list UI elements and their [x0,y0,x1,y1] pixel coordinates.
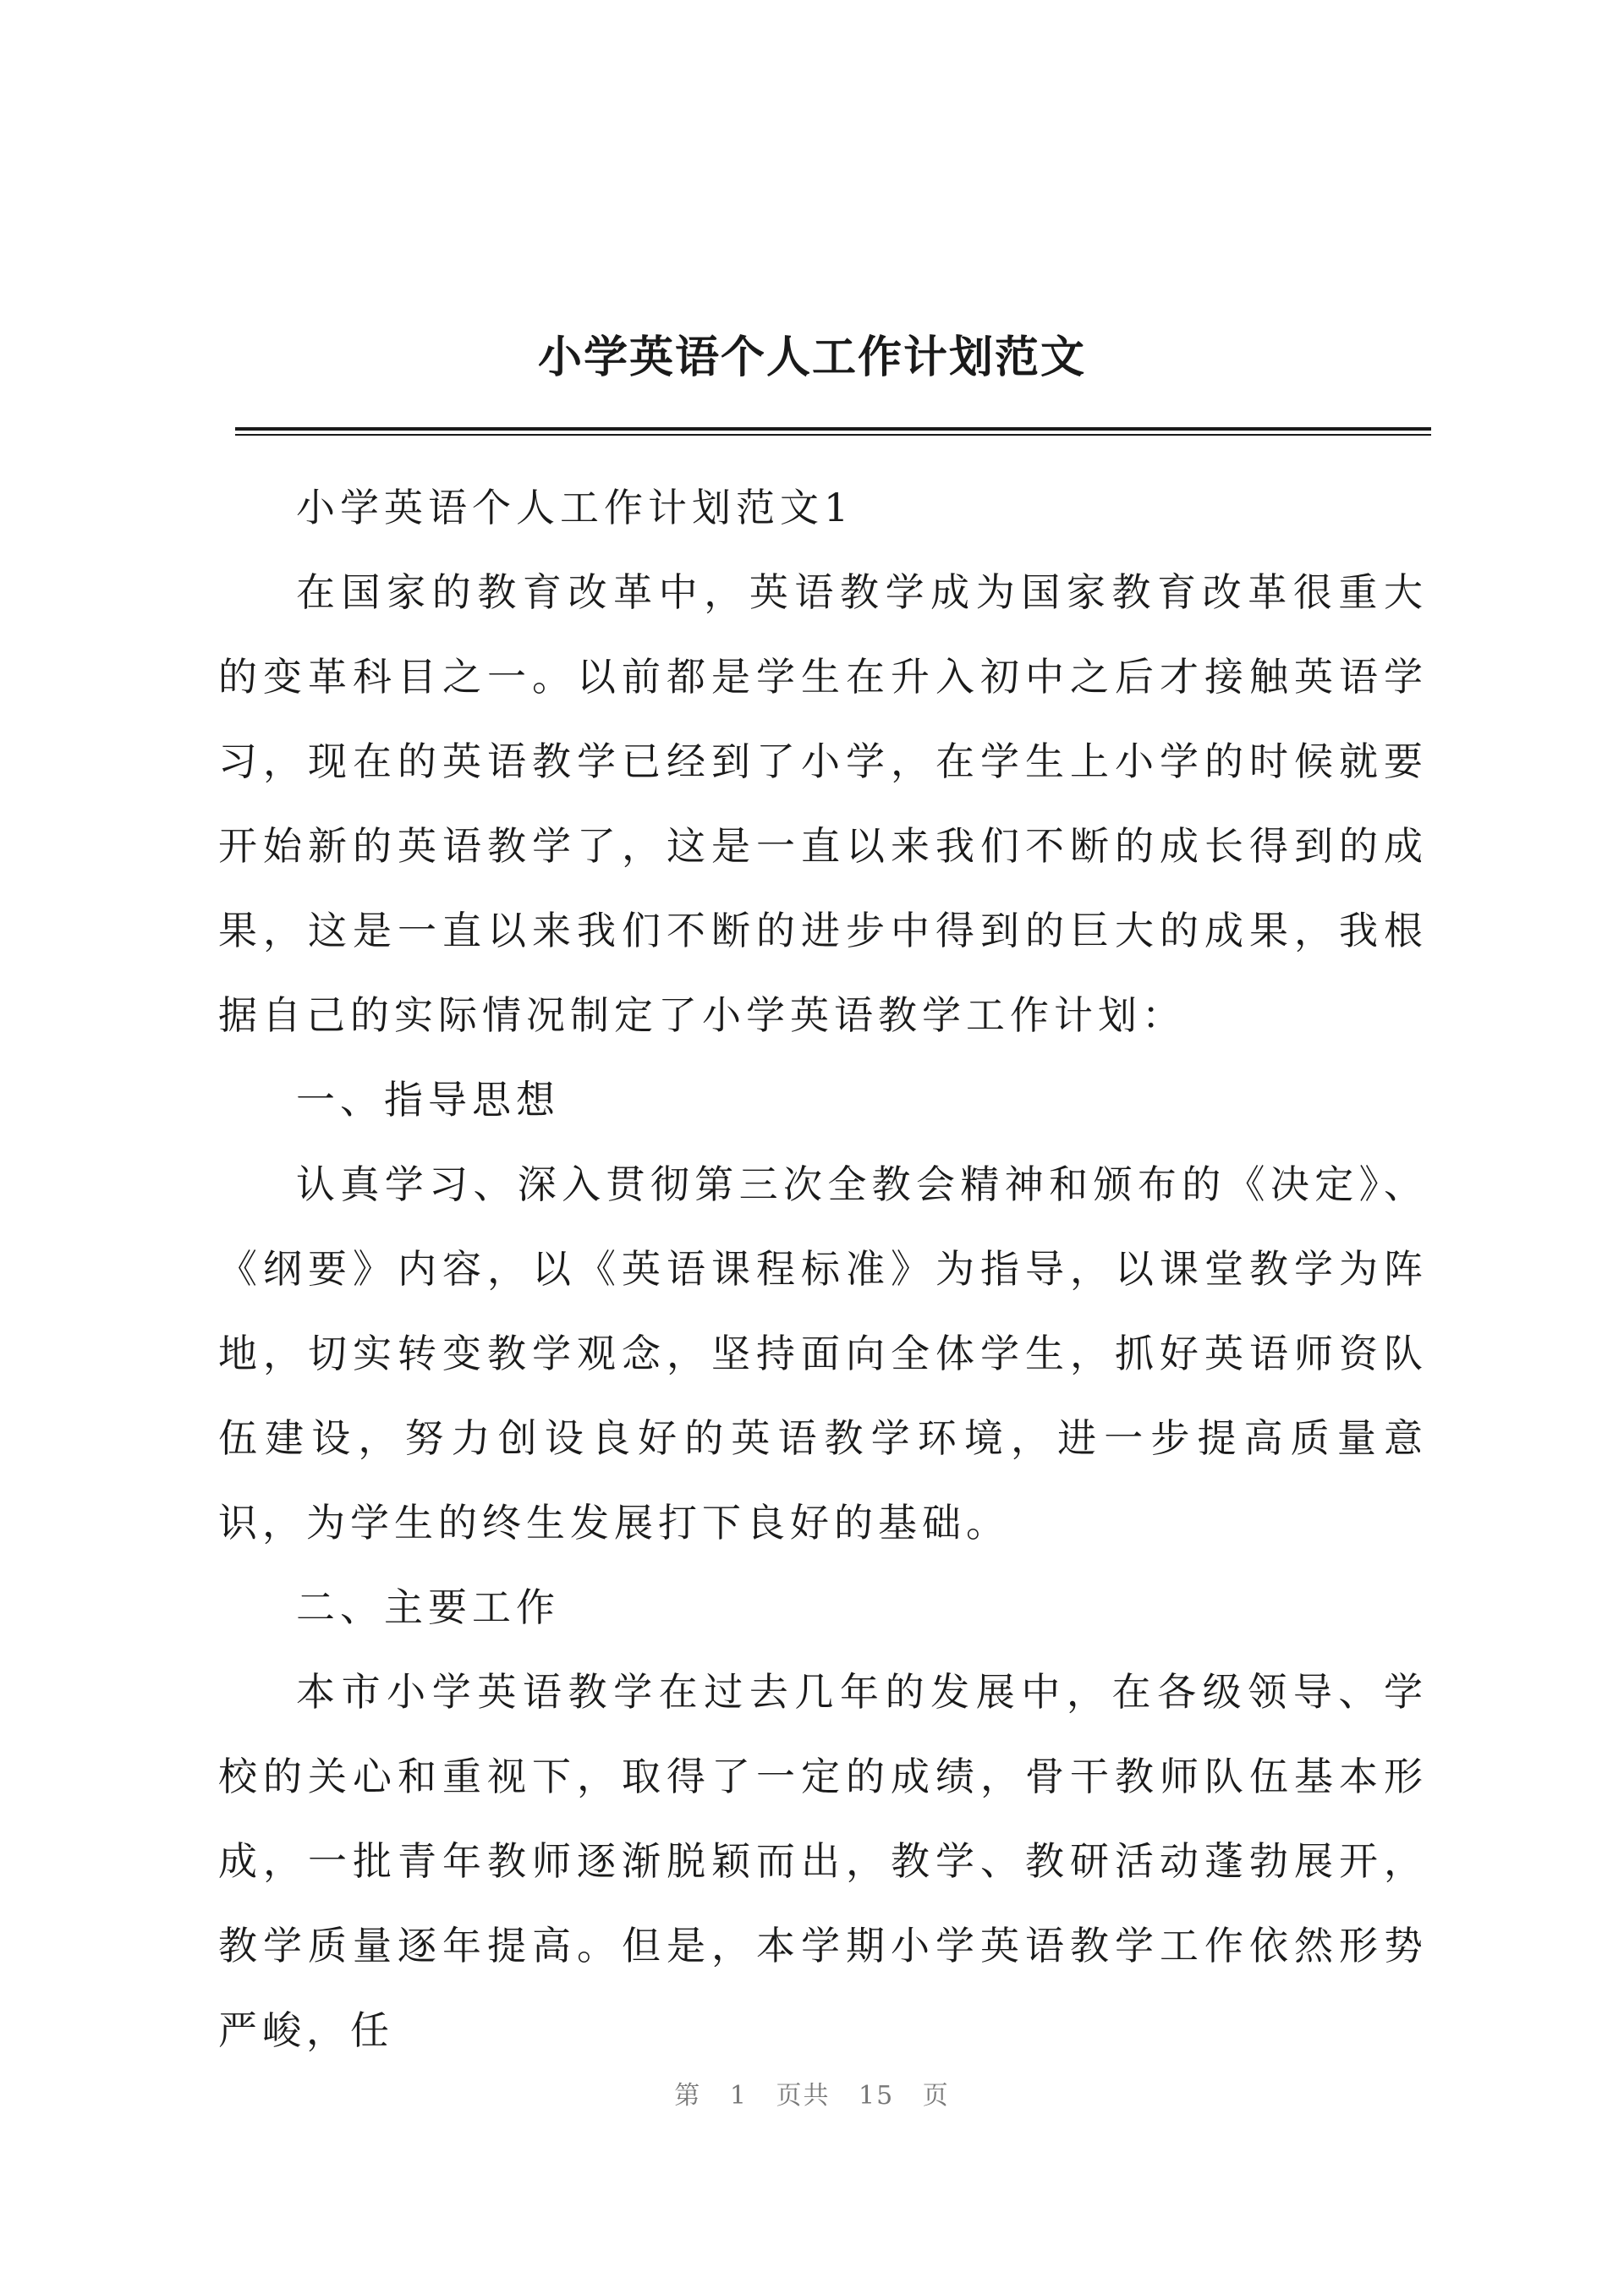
paragraph-guiding-ideology: 认真学习、深入贯彻第三次全教会精神和颁布的《决定》、《纲要》内容，以《英语课程标准》为指导，以课堂教学为阵地，切实转变教学观念，坚持面向全体学生，抓好英语师资队伍建设，努力创设良好的英语教学环境，进一步提高质量意识，为学生的终生发展打下良好的基础。 [218,1161,1428,1546]
page-number-footer: 第 1 页共 15 页 [674,2081,950,2111]
section-heading-guiding-ideology: 一、指导思想 [296,1077,560,1123]
paragraph-intro: 在国家的教育改革中，英语教学成为国家教育改革很重大的变革科目之一。以前都是学生在升入初中之后才接触英语学习，现在的英语教学已经到了小学，在学生上小学的时候就要开始新的英语教学了，这是一直以来我们不断的成长得到的成果，这是一直以来我们不断的进步中得到的巨大的成果，我根据自己的实际情况制定了小学英语教学工作计划： [218,569,1428,1038]
document-body [218,465,1428,2073]
title-divider-thick [235,427,1431,431]
section-heading-main-work: 二、主要工作 [296,1584,560,1630]
paragraph-subtitle: 小学英语个人工作计划范文1 [296,485,854,530]
document-title: 小学英语个人工作计划范文 [537,332,1086,383]
title-divider-thin [235,434,1431,436]
paragraph-main-work: 本市小学英语教学在过去几年的发展中，在各级领导、学校的关心和重视下，取得了一定的成绩，骨干教师队伍基本形成，一批青年教师逐渐脱颖而出，教学、教研活动蓬勃展开，教学质量逐年提高。但是，本学期小学英语教学工作依然形势严峻，任 [218,1669,1428,2053]
